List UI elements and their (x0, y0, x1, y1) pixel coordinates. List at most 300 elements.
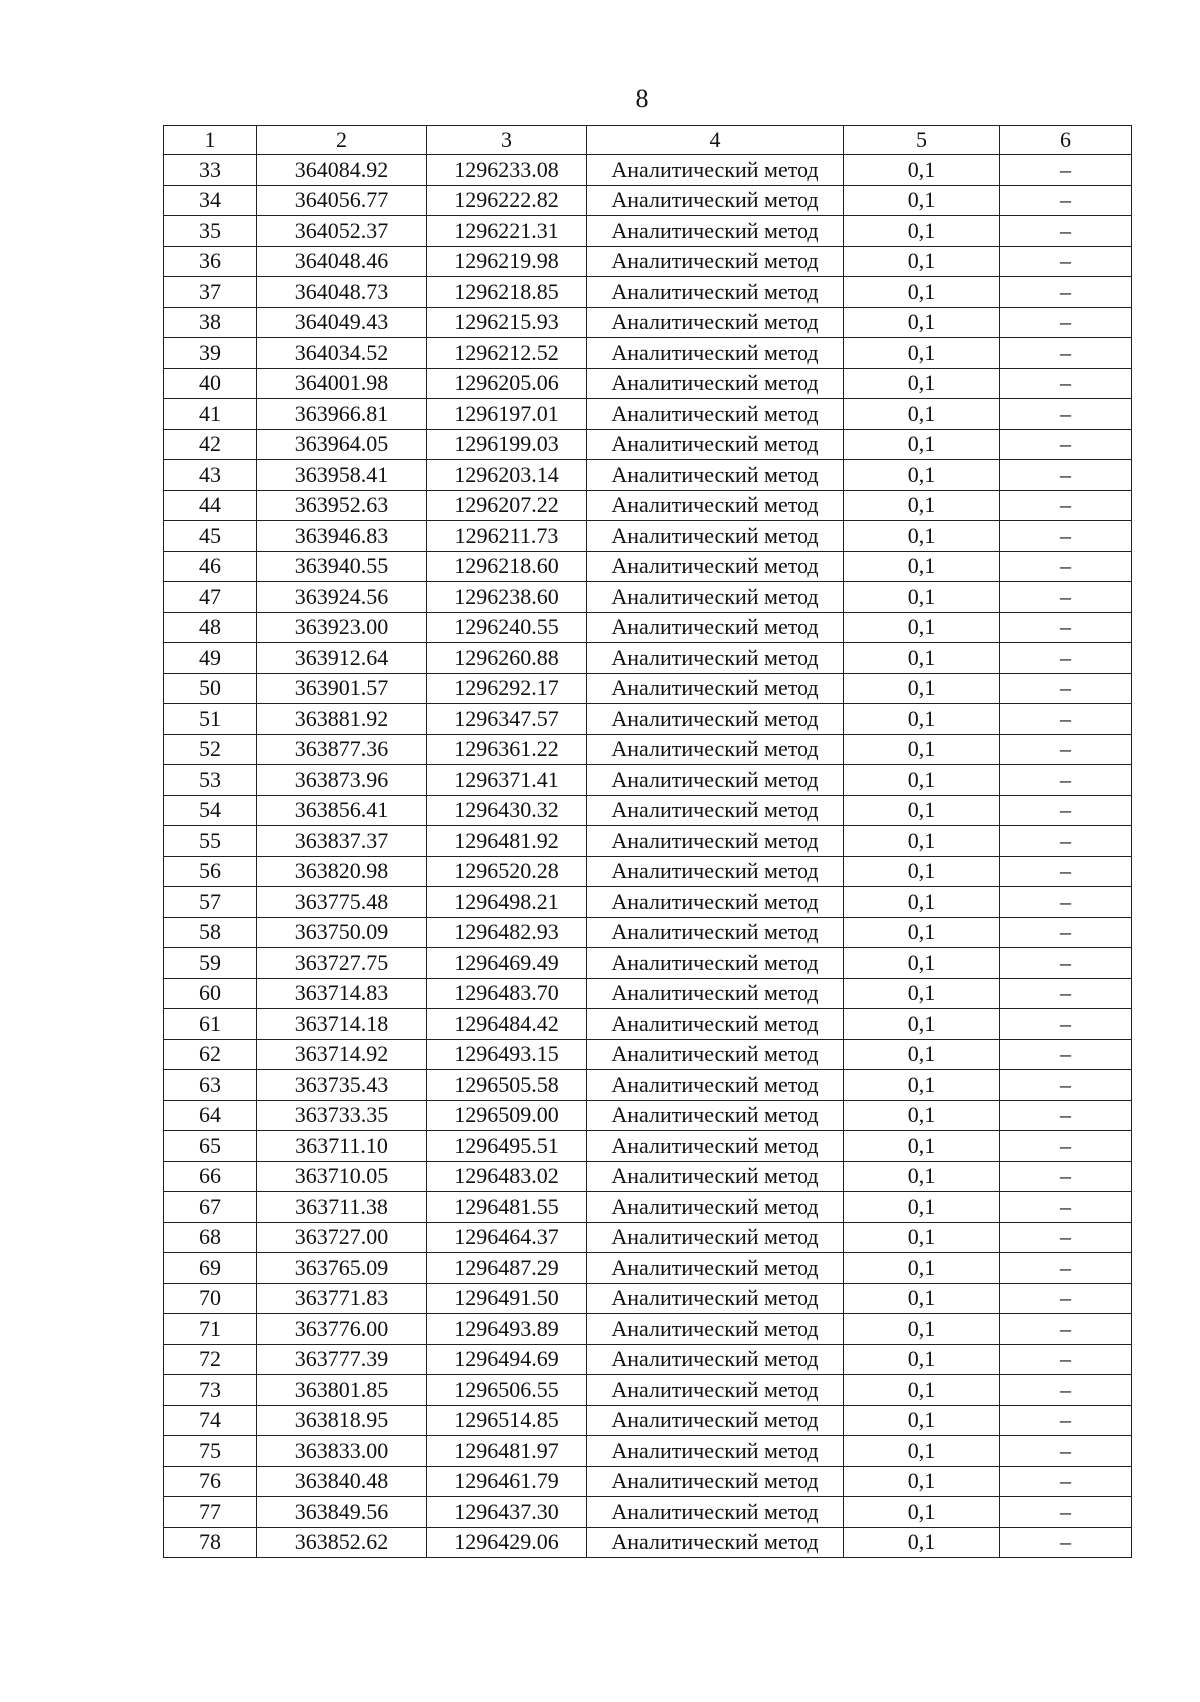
note-cell: – (1000, 795, 1132, 826)
accuracy-cell: 0,1 (844, 307, 1000, 338)
accuracy-cell: 0,1 (844, 1161, 1000, 1192)
table-row (164, 490, 1132, 521)
x-coordinate-cell: 363840.48 (257, 1466, 427, 1497)
y-coordinate-cell: 1296514.85 (427, 1405, 587, 1436)
point-number-cell: 41 (164, 399, 257, 430)
note-cell: – (1000, 368, 1132, 399)
point-number-cell: 48 (164, 612, 257, 643)
note-cell: – (1000, 1375, 1132, 1406)
point-number-cell: 46 (164, 551, 257, 582)
y-coordinate-cell: 1296505.58 (427, 1070, 587, 1101)
accuracy-cell: 0,1 (844, 246, 1000, 277)
accuracy-cell: 0,1 (844, 917, 1000, 948)
x-coordinate-cell: 363714.18 (257, 1009, 427, 1040)
method-cell: Аналитический метод (587, 1100, 844, 1131)
x-coordinate-cell: 363873.96 (257, 765, 427, 796)
point-number-cell: 50 (164, 673, 257, 704)
y-coordinate-cell: 1296461.79 (427, 1466, 587, 1497)
table-row (164, 368, 1132, 399)
point-number-cell: 71 (164, 1314, 257, 1345)
y-coordinate-cell: 1296481.97 (427, 1436, 587, 1467)
point-number-cell: 42 (164, 429, 257, 460)
table-row (164, 948, 1132, 979)
x-coordinate-cell: 364048.73 (257, 277, 427, 308)
note-cell: – (1000, 978, 1132, 1009)
method-cell: Аналитический метод (587, 1497, 844, 1528)
x-coordinate-cell: 363877.36 (257, 734, 427, 765)
y-coordinate-cell: 1296347.57 (427, 704, 587, 735)
point-number-cell: 44 (164, 490, 257, 521)
accuracy-cell: 0,1 (844, 856, 1000, 887)
x-coordinate-cell: 363952.63 (257, 490, 427, 521)
point-number-cell: 53 (164, 765, 257, 796)
note-cell: – (1000, 155, 1132, 186)
table-row (164, 673, 1132, 704)
method-cell: Аналитический метод (587, 216, 844, 247)
point-number-cell: 67 (164, 1192, 257, 1223)
point-number-cell: 52 (164, 734, 257, 765)
accuracy-cell: 0,1 (844, 429, 1000, 460)
accuracy-cell: 0,1 (844, 216, 1000, 247)
x-coordinate-cell: 363727.75 (257, 948, 427, 979)
x-coordinate-cell: 363818.95 (257, 1405, 427, 1436)
y-coordinate-cell: 1296483.02 (427, 1161, 587, 1192)
note-cell: – (1000, 582, 1132, 613)
point-number-cell: 54 (164, 795, 257, 826)
y-coordinate-cell: 1296240.55 (427, 612, 587, 643)
table-row (164, 1253, 1132, 1284)
note-cell: – (1000, 551, 1132, 582)
accuracy-cell: 0,1 (844, 185, 1000, 216)
accuracy-cell: 0,1 (844, 460, 1000, 491)
y-coordinate-cell: 1296219.98 (427, 246, 587, 277)
method-cell: Аналитический метод (587, 1039, 844, 1070)
table-row (164, 856, 1132, 887)
coordinates-table (163, 125, 1132, 1558)
accuracy-cell: 0,1 (844, 1405, 1000, 1436)
method-cell: Аналитический метод (587, 1192, 844, 1223)
table-row (164, 1497, 1132, 1528)
note-cell: – (1000, 673, 1132, 704)
note-cell: – (1000, 917, 1132, 948)
method-cell: Аналитический метод (587, 429, 844, 460)
y-coordinate-cell: 1296292.17 (427, 673, 587, 704)
y-coordinate-cell: 1296218.85 (427, 277, 587, 308)
note-cell: – (1000, 643, 1132, 674)
note-cell: – (1000, 1131, 1132, 1162)
x-coordinate-cell: 363733.35 (257, 1100, 427, 1131)
x-coordinate-cell: 364084.92 (257, 155, 427, 186)
point-number-cell: 63 (164, 1070, 257, 1101)
x-coordinate-cell: 363833.00 (257, 1436, 427, 1467)
table-row (164, 887, 1132, 918)
point-number-cell: 45 (164, 521, 257, 552)
method-cell: Аналитический метод (587, 551, 844, 582)
note-cell: – (1000, 1192, 1132, 1223)
accuracy-cell: 0,1 (844, 673, 1000, 704)
y-coordinate-cell: 1296222.82 (427, 185, 587, 216)
x-coordinate-cell: 363912.64 (257, 643, 427, 674)
y-coordinate-cell: 1296215.93 (427, 307, 587, 338)
method-cell: Аналитический метод (587, 1314, 844, 1345)
y-coordinate-cell: 1296361.22 (427, 734, 587, 765)
x-coordinate-cell: 363776.00 (257, 1314, 427, 1345)
table-header-row (164, 126, 1132, 155)
method-cell: Аналитический метод (587, 948, 844, 979)
x-coordinate-cell: 363710.05 (257, 1161, 427, 1192)
note-cell: – (1000, 277, 1132, 308)
x-coordinate-cell: 363771.83 (257, 1283, 427, 1314)
point-number-cell: 33 (164, 155, 257, 186)
accuracy-cell: 0,1 (844, 1436, 1000, 1467)
page-number: 8 (635, 84, 649, 113)
table-row (164, 1100, 1132, 1131)
accuracy-cell: 0,1 (844, 826, 1000, 857)
x-coordinate-cell: 363820.98 (257, 856, 427, 887)
method-cell: Аналитический метод (587, 1527, 844, 1558)
accuracy-cell: 0,1 (844, 1131, 1000, 1162)
note-cell: – (1000, 1497, 1132, 1528)
method-cell: Аналитический метод (587, 856, 844, 887)
point-number-cell: 35 (164, 216, 257, 247)
table-row (164, 765, 1132, 796)
method-cell: Аналитический метод (587, 368, 844, 399)
y-coordinate-cell: 1296203.14 (427, 460, 587, 491)
table-row (164, 1436, 1132, 1467)
table-row (164, 1466, 1132, 1497)
accuracy-cell: 0,1 (844, 490, 1000, 521)
x-coordinate-cell: 363940.55 (257, 551, 427, 582)
table-row (164, 460, 1132, 491)
accuracy-cell: 0,1 (844, 368, 1000, 399)
point-number-cell: 57 (164, 887, 257, 918)
table-row (164, 978, 1132, 1009)
point-number-cell: 59 (164, 948, 257, 979)
method-cell: Аналитический метод (587, 612, 844, 643)
point-number-cell: 39 (164, 338, 257, 369)
note-cell: – (1000, 1344, 1132, 1375)
table-row (164, 795, 1132, 826)
method-cell: Аналитический метод (587, 1161, 844, 1192)
note-cell: – (1000, 1100, 1132, 1131)
y-coordinate-cell: 1296197.01 (427, 399, 587, 430)
method-cell: Аналитический метод (587, 185, 844, 216)
point-number-cell: 36 (164, 246, 257, 277)
x-coordinate-cell: 363924.56 (257, 582, 427, 613)
method-cell: Аналитический метод (587, 643, 844, 674)
method-cell: Аналитический метод (587, 765, 844, 796)
accuracy-cell: 0,1 (844, 978, 1000, 1009)
accuracy-cell: 0,1 (844, 1283, 1000, 1314)
accuracy-cell: 0,1 (844, 887, 1000, 918)
table-row (164, 277, 1132, 308)
y-coordinate-cell: 1296238.60 (427, 582, 587, 613)
point-number-cell: 61 (164, 1009, 257, 1040)
method-cell: Аналитический метод (587, 521, 844, 552)
accuracy-cell: 0,1 (844, 155, 1000, 186)
x-coordinate-cell: 363964.05 (257, 429, 427, 460)
point-number-cell: 75 (164, 1436, 257, 1467)
x-coordinate-cell: 363735.43 (257, 1070, 427, 1101)
method-cell: Аналитический метод (587, 1222, 844, 1253)
y-coordinate-cell: 1296491.50 (427, 1283, 587, 1314)
method-cell: Аналитический метод (587, 1405, 844, 1436)
table-row (164, 1405, 1132, 1436)
header-cell: 5 (844, 126, 1000, 155)
note-cell: – (1000, 307, 1132, 338)
method-cell: Аналитический метод (587, 917, 844, 948)
note-cell: – (1000, 1466, 1132, 1497)
method-cell: Аналитический метод (587, 277, 844, 308)
point-number-cell: 38 (164, 307, 257, 338)
note-cell: – (1000, 185, 1132, 216)
point-number-cell: 64 (164, 1100, 257, 1131)
point-number-cell: 43 (164, 460, 257, 491)
point-number-cell: 58 (164, 917, 257, 948)
point-number-cell: 70 (164, 1283, 257, 1314)
point-number-cell: 72 (164, 1344, 257, 1375)
method-cell: Аналитический метод (587, 734, 844, 765)
table-row (164, 216, 1132, 247)
method-cell: Аналитический метод (587, 490, 844, 521)
table-row (164, 1375, 1132, 1406)
x-coordinate-cell: 363881.92 (257, 704, 427, 735)
table-row (164, 1161, 1132, 1192)
point-number-cell: 34 (164, 185, 257, 216)
x-coordinate-cell: 363765.09 (257, 1253, 427, 1284)
method-cell: Аналитический метод (587, 307, 844, 338)
accuracy-cell: 0,1 (844, 1039, 1000, 1070)
point-number-cell: 69 (164, 1253, 257, 1284)
table-row (164, 1070, 1132, 1101)
accuracy-cell: 0,1 (844, 612, 1000, 643)
point-number-cell: 55 (164, 826, 257, 857)
note-cell: – (1000, 1161, 1132, 1192)
x-coordinate-cell: 363714.83 (257, 978, 427, 1009)
method-cell: Аналитический метод (587, 1070, 844, 1101)
point-number-cell: 76 (164, 1466, 257, 1497)
y-coordinate-cell: 1296483.70 (427, 978, 587, 1009)
accuracy-cell: 0,1 (844, 1466, 1000, 1497)
note-cell: – (1000, 612, 1132, 643)
y-coordinate-cell: 1296506.55 (427, 1375, 587, 1406)
note-cell: – (1000, 1283, 1132, 1314)
note-cell: – (1000, 948, 1132, 979)
note-cell: – (1000, 1527, 1132, 1558)
x-coordinate-cell: 363966.81 (257, 399, 427, 430)
y-coordinate-cell: 1296207.22 (427, 490, 587, 521)
x-coordinate-cell: 364034.52 (257, 338, 427, 369)
table-row (164, 1009, 1132, 1040)
accuracy-cell: 0,1 (844, 551, 1000, 582)
accuracy-cell: 0,1 (844, 1222, 1000, 1253)
table-row (164, 1131, 1132, 1162)
point-number-cell: 65 (164, 1131, 257, 1162)
x-coordinate-cell: 363777.39 (257, 1344, 427, 1375)
table-row (164, 1222, 1132, 1253)
table-row (164, 185, 1132, 216)
method-cell: Аналитический метод (587, 1375, 844, 1406)
accuracy-cell: 0,1 (844, 1253, 1000, 1284)
table-row (164, 338, 1132, 369)
method-cell: Аналитический метод (587, 338, 844, 369)
x-coordinate-cell: 363958.41 (257, 460, 427, 491)
y-coordinate-cell: 1296498.21 (427, 887, 587, 918)
method-cell: Аналитический метод (587, 978, 844, 1009)
accuracy-cell: 0,1 (844, 338, 1000, 369)
y-coordinate-cell: 1296437.30 (427, 1497, 587, 1528)
accuracy-cell: 0,1 (844, 399, 1000, 430)
note-cell: – (1000, 887, 1132, 918)
x-coordinate-cell: 363837.37 (257, 826, 427, 857)
method-cell: Аналитический метод (587, 1253, 844, 1284)
table-row (164, 734, 1132, 765)
note-cell: – (1000, 826, 1132, 857)
table-row (164, 307, 1132, 338)
table-row (164, 429, 1132, 460)
table-row (164, 1344, 1132, 1375)
y-coordinate-cell: 1296487.29 (427, 1253, 587, 1284)
x-coordinate-cell: 363750.09 (257, 917, 427, 948)
x-coordinate-cell: 363923.00 (257, 612, 427, 643)
y-coordinate-cell: 1296495.51 (427, 1131, 587, 1162)
x-coordinate-cell: 363714.92 (257, 1039, 427, 1070)
table-row (164, 582, 1132, 613)
point-number-cell: 47 (164, 582, 257, 613)
method-cell: Аналитический метод (587, 673, 844, 704)
point-number-cell: 40 (164, 368, 257, 399)
table-row (164, 155, 1132, 186)
header-cell: 3 (427, 126, 587, 155)
x-coordinate-cell: 363727.00 (257, 1222, 427, 1253)
table-row (164, 399, 1132, 430)
table-row (164, 1283, 1132, 1314)
note-cell: – (1000, 460, 1132, 491)
y-coordinate-cell: 1296469.49 (427, 948, 587, 979)
accuracy-cell: 0,1 (844, 765, 1000, 796)
x-coordinate-cell: 364048.46 (257, 246, 427, 277)
x-coordinate-cell: 363711.38 (257, 1192, 427, 1223)
y-coordinate-cell: 1296494.69 (427, 1344, 587, 1375)
y-coordinate-cell: 1296481.92 (427, 826, 587, 857)
point-number-cell: 74 (164, 1405, 257, 1436)
accuracy-cell: 0,1 (844, 582, 1000, 613)
point-number-cell: 77 (164, 1497, 257, 1528)
accuracy-cell: 0,1 (844, 795, 1000, 826)
method-cell: Аналитический метод (587, 704, 844, 735)
x-coordinate-cell: 364049.43 (257, 307, 427, 338)
method-cell: Аналитический метод (587, 582, 844, 613)
y-coordinate-cell: 1296260.88 (427, 643, 587, 674)
y-coordinate-cell: 1296484.42 (427, 1009, 587, 1040)
point-number-cell: 49 (164, 643, 257, 674)
method-cell: Аналитический метод (587, 1436, 844, 1467)
x-coordinate-cell: 364056.77 (257, 185, 427, 216)
note-cell: – (1000, 216, 1132, 247)
method-cell: Аналитический метод (587, 1131, 844, 1162)
y-coordinate-cell: 1296233.08 (427, 155, 587, 186)
y-coordinate-cell: 1296464.37 (427, 1222, 587, 1253)
table-row (164, 1314, 1132, 1345)
y-coordinate-cell: 1296371.41 (427, 765, 587, 796)
accuracy-cell: 0,1 (844, 1344, 1000, 1375)
table-row (164, 521, 1132, 552)
y-coordinate-cell: 1296212.52 (427, 338, 587, 369)
accuracy-cell: 0,1 (844, 704, 1000, 735)
method-cell: Аналитический метод (587, 155, 844, 186)
accuracy-cell: 0,1 (844, 1070, 1000, 1101)
note-cell: – (1000, 1314, 1132, 1345)
y-coordinate-cell: 1296481.55 (427, 1192, 587, 1223)
x-coordinate-cell: 363946.83 (257, 521, 427, 552)
y-coordinate-cell: 1296493.15 (427, 1039, 587, 1070)
accuracy-cell: 0,1 (844, 1314, 1000, 1345)
note-cell: – (1000, 704, 1132, 735)
method-cell: Аналитический метод (587, 246, 844, 277)
accuracy-cell: 0,1 (844, 277, 1000, 308)
table-row (164, 246, 1132, 277)
x-coordinate-cell: 363801.85 (257, 1375, 427, 1406)
y-coordinate-cell: 1296221.31 (427, 216, 587, 247)
table-row (164, 917, 1132, 948)
x-coordinate-cell: 364001.98 (257, 368, 427, 399)
accuracy-cell: 0,1 (844, 1527, 1000, 1558)
table-row (164, 826, 1132, 857)
point-number-cell: 51 (164, 704, 257, 735)
note-cell: – (1000, 1009, 1132, 1040)
header-cell: 2 (257, 126, 427, 155)
method-cell: Аналитический метод (587, 826, 844, 857)
x-coordinate-cell: 363852.62 (257, 1527, 427, 1558)
method-cell: Аналитический метод (587, 1009, 844, 1040)
y-coordinate-cell: 1296218.60 (427, 551, 587, 582)
header-cell: 1 (164, 126, 257, 155)
note-cell: – (1000, 521, 1132, 552)
accuracy-cell: 0,1 (844, 734, 1000, 765)
table-body (164, 126, 1132, 1558)
y-coordinate-cell: 1296509.00 (427, 1100, 587, 1131)
accuracy-cell: 0,1 (844, 948, 1000, 979)
note-cell: – (1000, 490, 1132, 521)
y-coordinate-cell: 1296493.89 (427, 1314, 587, 1345)
x-coordinate-cell: 363775.48 (257, 887, 427, 918)
x-coordinate-cell: 363856.41 (257, 795, 427, 826)
y-coordinate-cell: 1296211.73 (427, 521, 587, 552)
note-cell: – (1000, 1039, 1132, 1070)
note-cell: – (1000, 429, 1132, 460)
point-number-cell: 60 (164, 978, 257, 1009)
method-cell: Аналитический метод (587, 887, 844, 918)
note-cell: – (1000, 1253, 1132, 1284)
y-coordinate-cell: 1296205.06 (427, 368, 587, 399)
y-coordinate-cell: 1296482.93 (427, 917, 587, 948)
table-row (164, 1527, 1132, 1558)
note-cell: – (1000, 399, 1132, 430)
table-row (164, 612, 1132, 643)
method-cell: Аналитический метод (587, 1344, 844, 1375)
note-cell: – (1000, 734, 1132, 765)
y-coordinate-cell: 1296520.28 (427, 856, 587, 887)
method-cell: Аналитический метод (587, 1466, 844, 1497)
table-row (164, 551, 1132, 582)
method-cell: Аналитический метод (587, 795, 844, 826)
point-number-cell: 78 (164, 1527, 257, 1558)
accuracy-cell: 0,1 (844, 1192, 1000, 1223)
note-cell: – (1000, 338, 1132, 369)
point-number-cell: 37 (164, 277, 257, 308)
x-coordinate-cell: 363711.10 (257, 1131, 427, 1162)
method-cell: Аналитический метод (587, 1283, 844, 1314)
